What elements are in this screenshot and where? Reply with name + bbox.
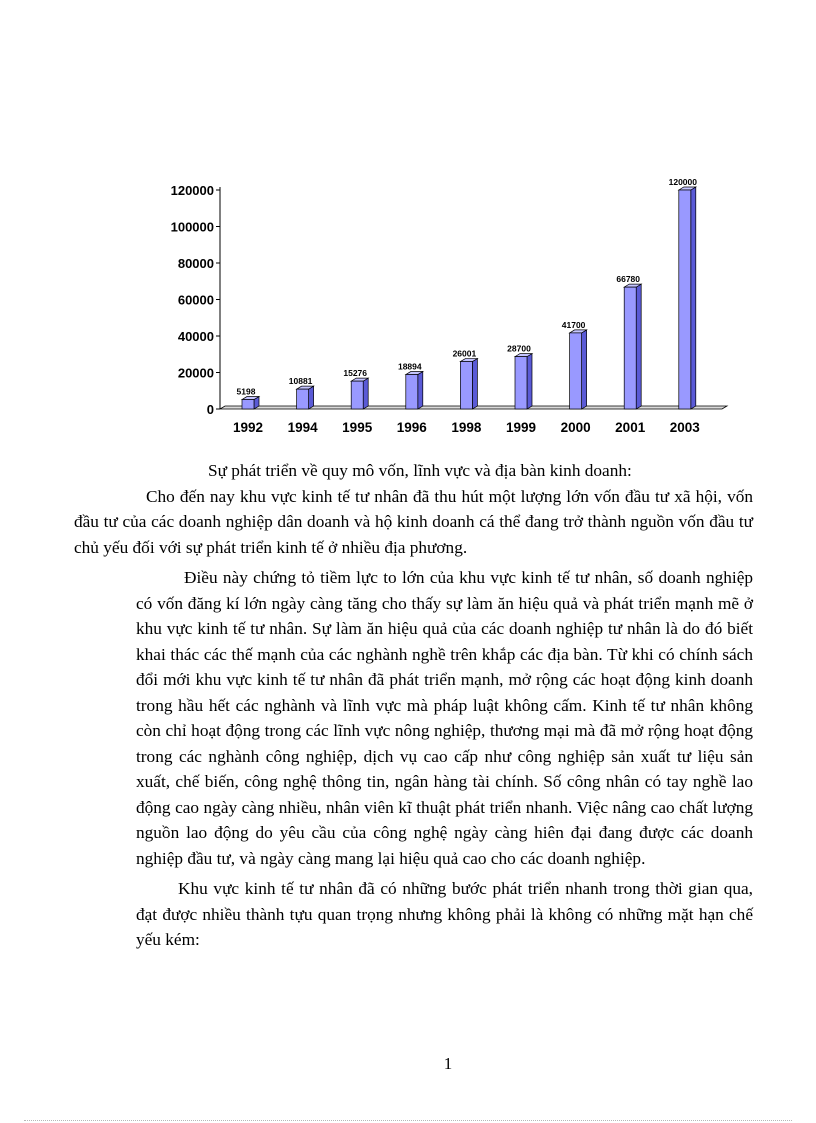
paragraph-1: Cho đến nay khu vực kinh tế tư nhân đã thu hút một lượng lớn vốn đầu tư xã hội, vốn đầu tư của các doanh nghiệp dân doanh và hộ kinh doanh cá thể đang trở thành nguồn vốn đầu tư chủ yếu đối với sự phát triển kinh tế ở nhiều địa phương. bbox=[74, 486, 753, 557]
x-category-label: 2001 bbox=[615, 420, 646, 435]
y-tick-label: 120000 bbox=[170, 183, 214, 198]
bar bbox=[297, 389, 309, 409]
data-label: 15276 bbox=[343, 368, 368, 379]
y-tick-label: 0 bbox=[206, 402, 214, 417]
y-tick-label: 60000 bbox=[177, 292, 214, 308]
bar-side bbox=[363, 378, 368, 409]
bar-side bbox=[636, 284, 641, 409]
data-label: 5198 bbox=[236, 386, 256, 397]
bar bbox=[570, 333, 582, 409]
paragraph-3: Khu vực kinh tế tư nhân đã có những bước phát triển nhanh trong thời gian qua, đạt được nhiều thành tựu quan trọng nhưng không phải là không có những mặt hạn chế yếu kém: bbox=[136, 879, 753, 949]
x-category-label: 1998 bbox=[451, 420, 482, 435]
paragraph-2: Điều này chứng tỏ tiềm lực to lớn của khu vực kinh tế tư nhân, số doanh nghiệp có vốn đăng kí lớn ngày càng tăng cho thấy sự làm ăn hiệu quả và phát triển mạnh mẽ ở khu vực kinh tế tư nhân. Sự làm ăn hiệu quả của các doanh nghiệp tư nhân là do đó biết khai thác các thế mạnh của các nghành nghề trên khắp các địa bàn. Từ khi có chính sách đổi mới khu vực kinh tế tư nhân đã phát triển mạnh, mở rộng các hoạt động kinh doanh trong hầu hết các nghành và lĩnh vực mà pháp luật không cấm. Kinh tế tư nhân không còn chỉ hoạt động trong các lĩnh vực nông nghiệp, thương mại mà đã mở rộng hoạt động trong các nghành công nghiệp, dịch vụ cao cấp như công nghiệp sản xuất tư liệu sản xuất, chế biến, công nghệ thông tin, ngân hàng tài chính. Số công nhân có tay nghề lao động cao ngày càng nhiều, nhân viên kĩ thuật phát triển nhanh. Việc nâng cao chất lượng nguồn lao động do yêu cầu của công nghệ ngày càng hiên đại đang được các doanh nghiệp đầu tư, và ngày càng mang lại hiệu quả cao cho các doanh nghiệp. bbox=[136, 568, 753, 868]
bar-side bbox=[527, 354, 532, 409]
x-category-label: 1996 bbox=[396, 420, 427, 435]
data-label: 66780 bbox=[616, 274, 641, 285]
y-tick-label: 40000 bbox=[177, 329, 214, 344]
bar bbox=[679, 190, 691, 409]
chart-axes bbox=[171, 183, 727, 417]
y-tick-label: 80000 bbox=[177, 256, 214, 271]
bar-side bbox=[472, 359, 477, 409]
x-category-label: 1994 bbox=[287, 420, 318, 435]
section-heading: Sự phát triển về quy mô vốn, lĩnh vực và địa bàn kinh doanh: bbox=[208, 461, 632, 480]
bar-side bbox=[309, 386, 314, 409]
bar bbox=[351, 381, 363, 409]
data-label: 26001 bbox=[452, 348, 477, 359]
data-label: 41700 bbox=[561, 319, 586, 330]
x-category-label: 1999 bbox=[505, 420, 537, 435]
x-category-label: 2000 bbox=[560, 420, 591, 435]
bar-side bbox=[418, 372, 423, 409]
footer-divider bbox=[24, 1120, 792, 1121]
bar bbox=[406, 375, 418, 409]
bar-chart bbox=[0, 0, 816, 450]
bar bbox=[242, 400, 254, 409]
document-body bbox=[74, 458, 753, 953]
y-tick-label: 100000 bbox=[170, 219, 214, 235]
x-category-label: 1992 bbox=[232, 420, 264, 435]
data-label: 18894 bbox=[397, 361, 422, 372]
bar-side bbox=[582, 330, 587, 409]
bar bbox=[515, 357, 527, 409]
data-label: 120000 bbox=[668, 177, 697, 187]
bar bbox=[624, 287, 636, 409]
data-label: 28700 bbox=[507, 343, 531, 354]
bar-side bbox=[691, 187, 696, 409]
y-tick-label: 20000 bbox=[177, 365, 214, 381]
page-number: 1 bbox=[443, 1054, 453, 1073]
bar bbox=[460, 362, 472, 409]
x-category-label: 1995 bbox=[342, 420, 373, 435]
x-category-label: 2003 bbox=[669, 420, 700, 435]
data-label: 10881 bbox=[288, 376, 313, 387]
